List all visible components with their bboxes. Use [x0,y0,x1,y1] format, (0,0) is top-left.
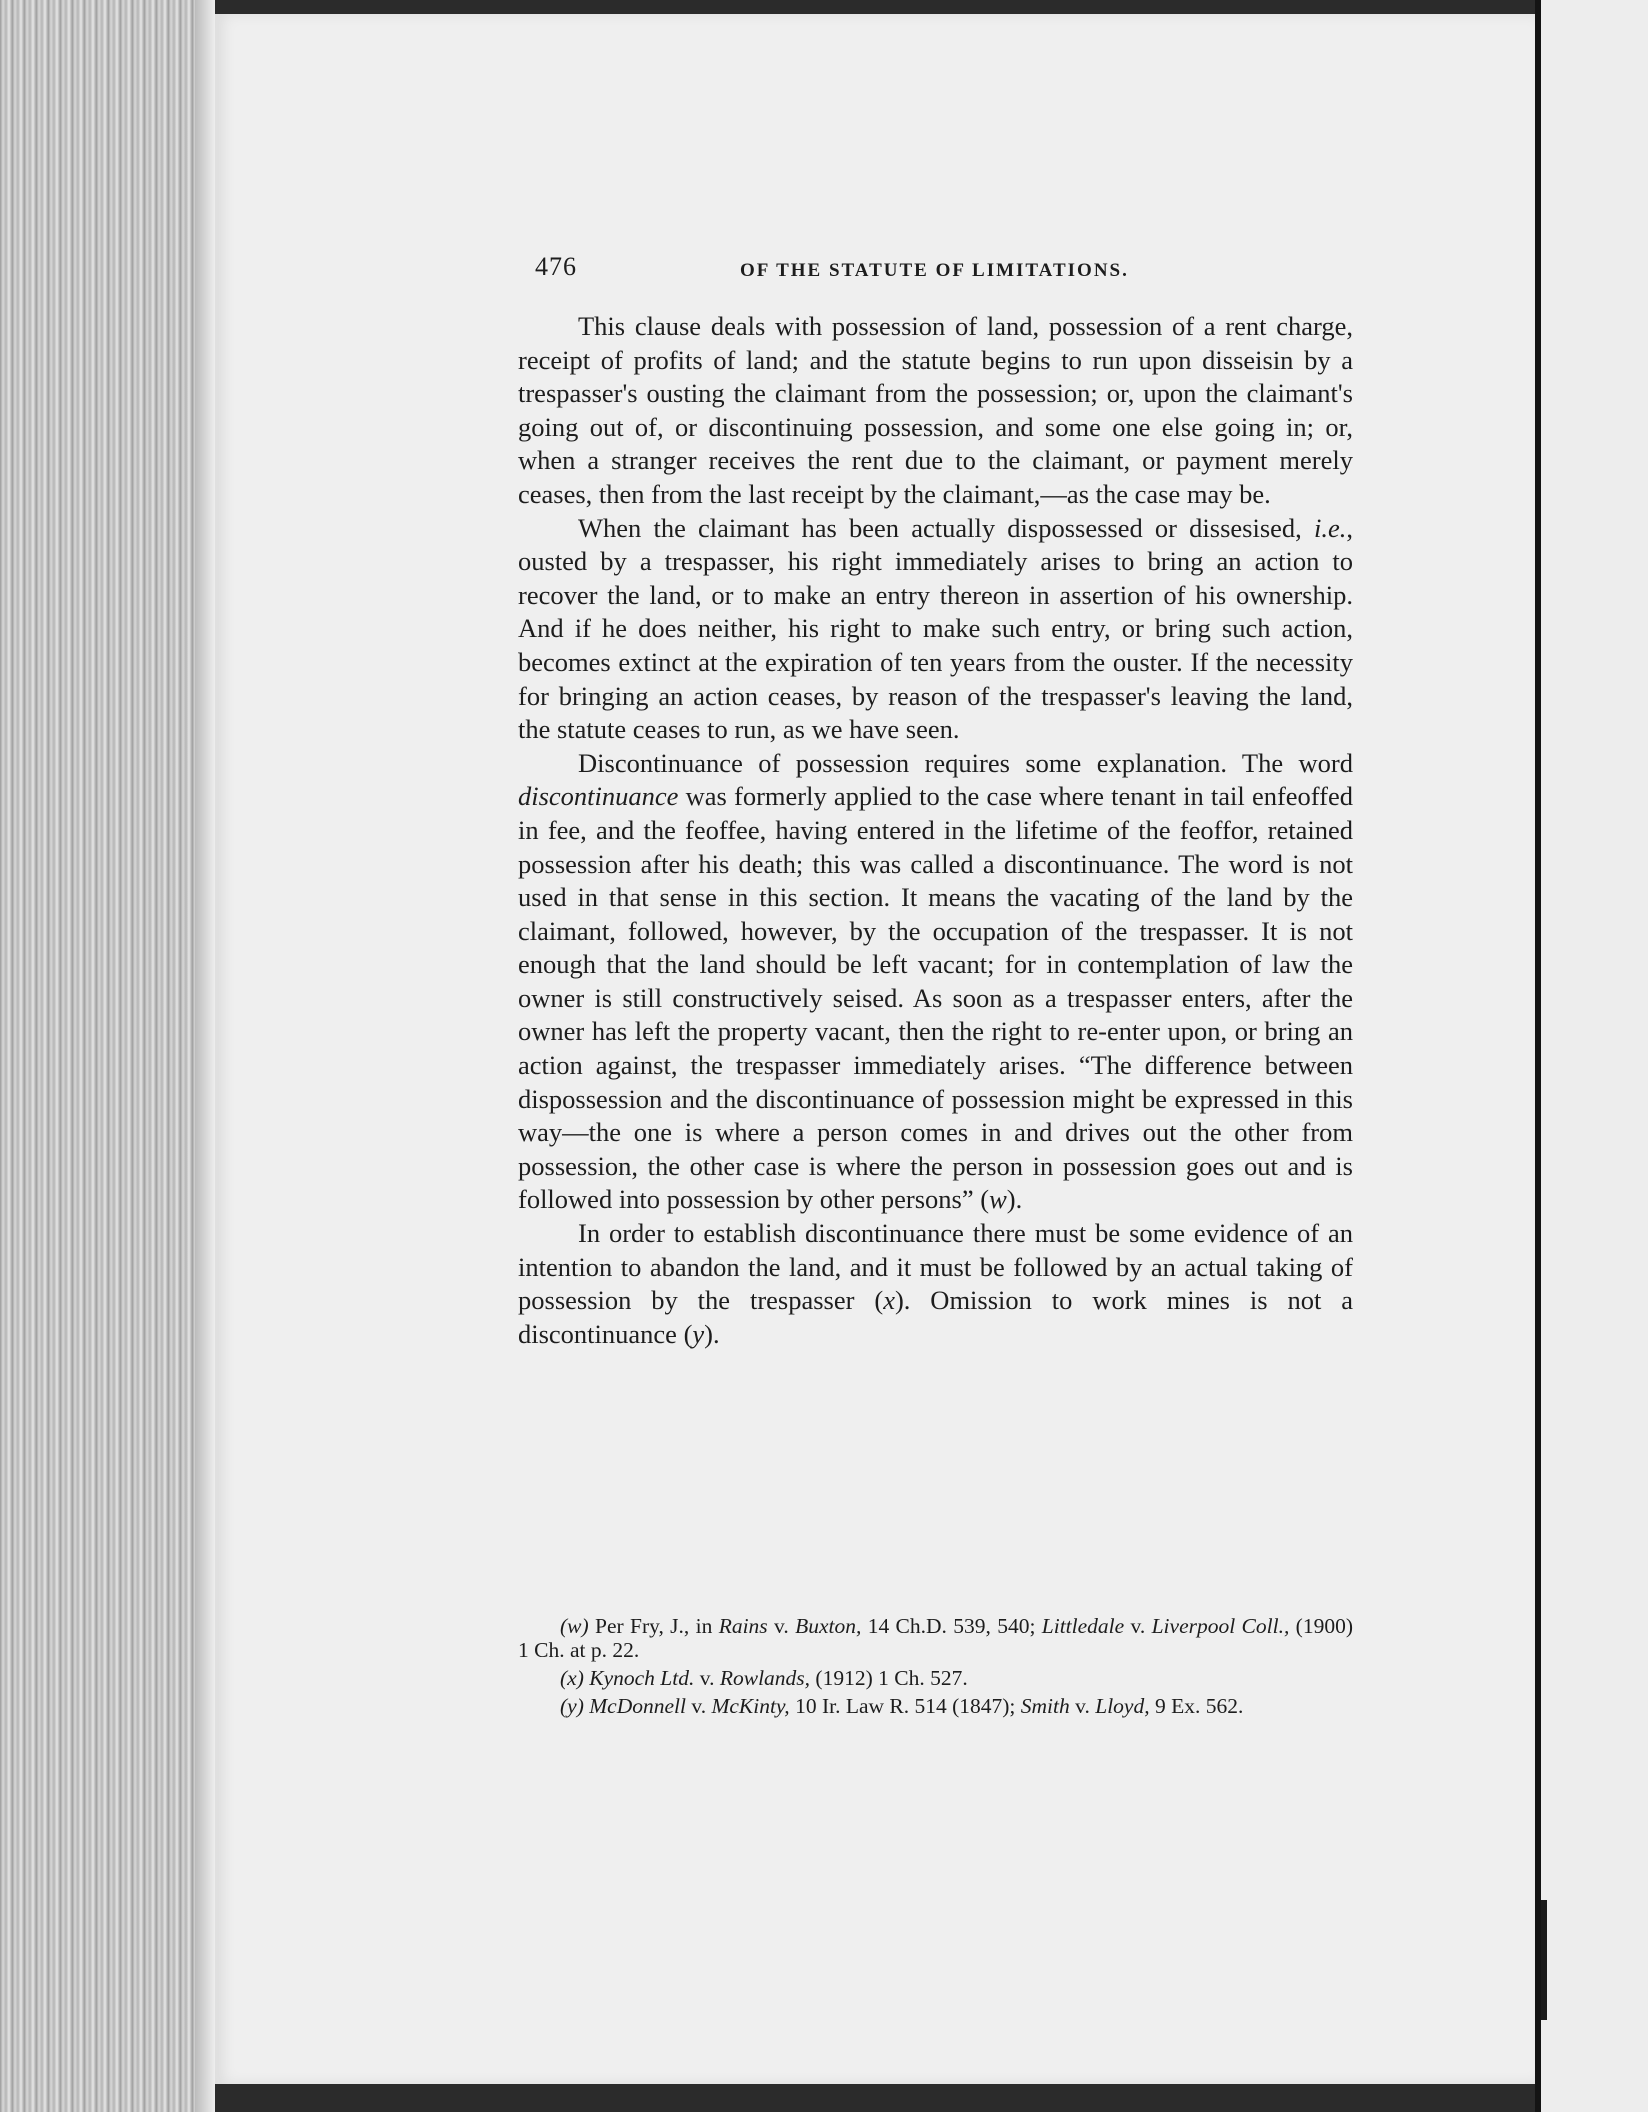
footnote-y-case: Lloyd, [1095,1694,1150,1718]
paragraph-3 [518,747,1353,1217]
running-title: OF THE STATUTE OF LIMITATIONS. [740,260,1129,281]
footnote-w-case: Rains [718,1614,768,1638]
footnote-y-text: v. [1069,1694,1096,1718]
footnote-y-case: Smith [1020,1694,1070,1718]
page-number: 476 [535,252,577,281]
paragraph-3-text-a: Discontinuance of possession requires some explanation. The word [578,747,1353,778]
paragraph-2-text-b: , ousted by a trespasser, his right immediately arises to bring an action to recover the land, or to make an entry thereon in assertion of his ownership. And if he does neither, his right to make such entry, or bring such action, becomes extinct at the expiration of ten years from the ouster. If the necessity for bringing an action ceases, by reason of the trespasser's leaving the land, the statute ceases to run, as we have seen. [518,512,1353,745]
footnote-ref-y: y [692,1318,705,1349]
footnote-w-case: Buxton, [795,1614,862,1638]
paragraph-1-text: This clause deals with possession of land, possession of a rent charge, receipt of profits of land; and the statute begins to run upon disseisin by a trespasser's ousting the claimant from the possession; or, upon the claimant's going out of, or discontinuing possession, and some one else going in; or, when a stranger receives the rent due to the claimant, or payment merely ceases, then from the last receipt by the claimant,—as the case may be. [518,311,1353,509]
paragraph-4-text-c: ). [704,1318,720,1349]
paragraph-4-text-a: In order to establish discontinuance there must be some evidence of an intention to abandon the land, and it must be followed by an actual taking of possession by the trespasser ( [518,1218,1353,1316]
paragraph-3-text-b: was formerly applied to the case where tenant in tail enfeoffed in fee, and the feoffee, having entered in the lifetime of the feoffor, retained possession after his death; this was called a discontinuance. The word is not used in that sense in this section. It means the vacating of the land by the claimant, followed, however, by the occupation of the trespasser. It is not enough that the land should be left vacant; for in contemplation of law the owner is still constructively seised. As soon as a trespasser enters, after the owner has left the property vacant, then the right to re-enter upon, or bring an action against, the trespasser immediately arises. “The difference between dispossession and the discontinuance of possession might be expressed in this way—the one is where a person comes in and drives out the other from possession, the other case is where the person in possession goes out and is followed into possession by other persons” ( [518,781,1353,1215]
footnote-y-text: v. [685,1694,712,1718]
footnote-w-case: Littledale [1041,1614,1125,1638]
footnote-w-text: 14 Ch.D. 539, 540; [861,1614,1042,1638]
facing-page-edge [1535,0,1648,2112]
footnote-x [518,1666,1353,1690]
footnote-w-case: Liverpool Coll., [1151,1614,1290,1638]
footnotes [518,1614,1353,1722]
paragraph-2-text-a: When the claimant has been actually dispossessed or dissesised, [578,512,1314,543]
paragraph-4-text-b: ). Omission to work mines is not a discontinuance ( [518,1285,1354,1349]
footnote-x-case: Kynoch Ltd. [589,1666,695,1690]
footnote-y-case: McDonnell [589,1694,686,1718]
footnote-w [518,1614,1353,1662]
paragraph-1 [518,310,1353,512]
footnote-x-mark: (x) [560,1666,584,1690]
footnote-x-case: Rowlands, [719,1666,811,1690]
footnote-x-text: (1912) 1 Ch. 527. [810,1666,968,1690]
footnote-w-text: v. [1124,1614,1152,1638]
footnote-y-text: 9 Ex. 562. [1149,1694,1244,1718]
footnote-y [518,1694,1353,1718]
footnote-y-text: 10 Ir. Law R. 514 (1847); [789,1694,1021,1718]
paragraph-4 [518,1217,1353,1351]
footnote-w-text: (1900) 1 Ch. at p. 22. [518,1614,1353,1662]
paragraph-2-italic: i.e. [1314,512,1347,543]
paragraph-2 [518,512,1353,747]
footnote-w-text: v. [767,1614,796,1638]
book-page-edges [0,0,215,2112]
footnote-ref-w: w [989,1184,1007,1215]
footnote-y-mark: (y) [560,1694,584,1718]
body-text [518,310,1353,1351]
paragraph-3-text-c: ). [1006,1184,1023,1215]
running-header [535,252,1350,292]
footnote-ref-x: x [883,1285,895,1316]
footnote-x-text: v. [694,1666,720,1690]
footnote-w-text: Per Fry, J., in [588,1614,719,1638]
paragraph-3-italic: discontinuance [518,781,679,812]
footnote-y-case: McKinty, [711,1694,790,1718]
footnote-w-mark: (w) [560,1614,589,1638]
